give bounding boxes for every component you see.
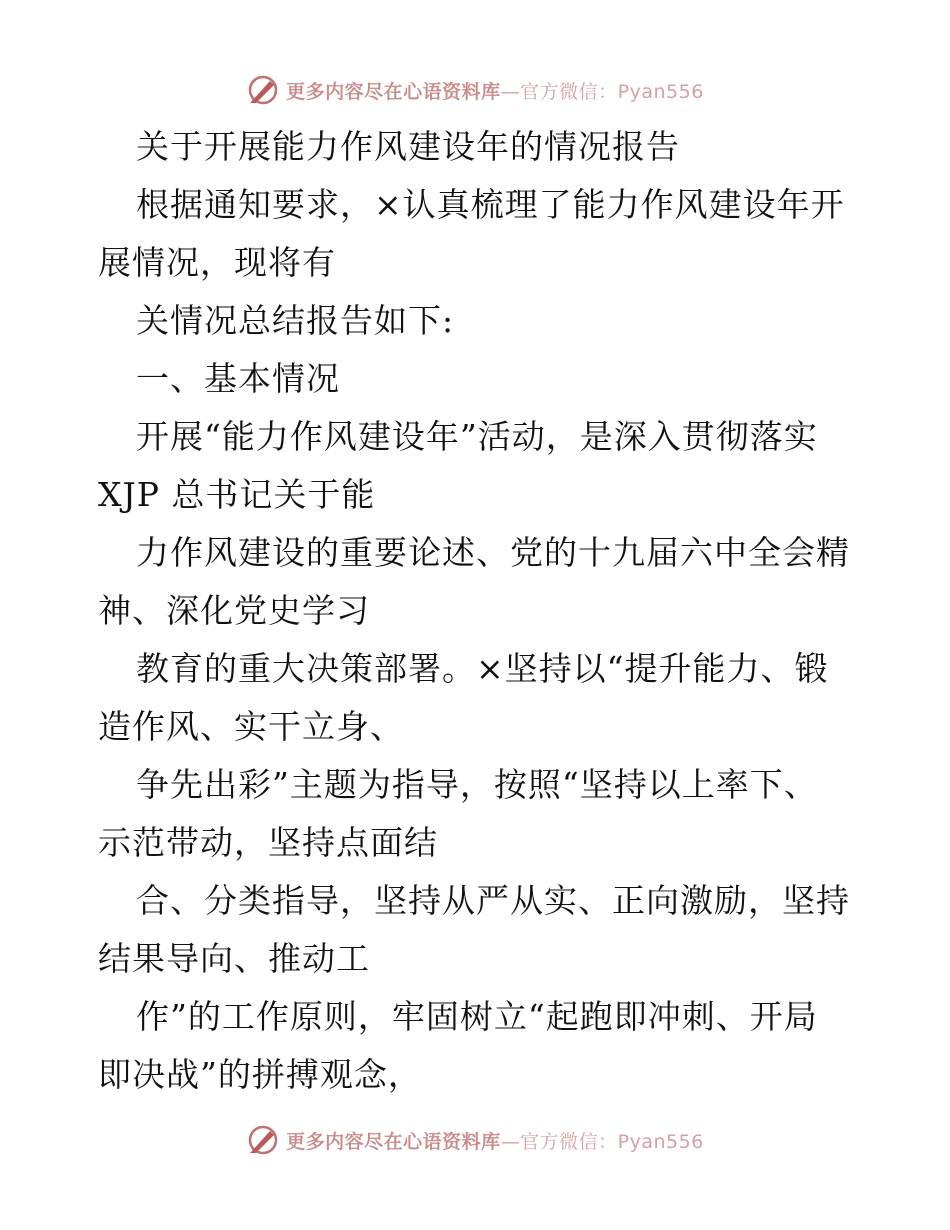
watermark-text <box>286 77 704 104</box>
doc-line: 作”的工作原则，牢固树立“起跑即冲刺、开局 <box>136 997 818 1036</box>
doc-line: 展情况，现将有 <box>98 243 336 282</box>
footer-watermark <box>0 1120 950 1160</box>
pen-logo-icon <box>246 73 280 107</box>
document-body <box>98 118 858 1104</box>
doc-line: 教育的重大决策部署。×坚持以“提升能力、锻 <box>136 649 829 688</box>
doc-line: 神、深化党史学习 <box>98 591 370 630</box>
doc-line: 示范带动，坚持点面结 <box>98 823 438 862</box>
doc-line: 关于开展能力作风建设年的情况报告 <box>136 127 680 166</box>
doc-line: 争先出彩”主题为指导，按照“坚持以上率下、 <box>136 765 818 804</box>
doc-line: 力作风建设的重要论述、党的十九届六中全会精 <box>136 533 850 572</box>
watermark-dash: — <box>500 1130 521 1153</box>
doc-line: XJP 总书记关于能 <box>98 475 376 514</box>
doc-line: 结果导向、推动工 <box>98 939 370 978</box>
doc-line: 开展“能力作风建设年”活动，是深入贯彻落实 <box>136 417 818 456</box>
watermark-site: 更多内容尽在心语资料库 <box>286 1130 501 1153</box>
doc-line: 合、分类指导，坚持从严从实、正向激励，坚持 <box>136 881 850 920</box>
doc-line: 造作风、实干立身、 <box>98 707 404 746</box>
watermark-dash: — <box>500 80 521 103</box>
doc-line: 根据通知要求，×认真梳理了能力作风建设年开 <box>136 185 845 224</box>
watermark-contact: 官方微信：Pyan556 <box>520 1130 704 1153</box>
doc-line: 一、基本情况 <box>136 359 340 398</box>
watermark-text <box>286 1127 704 1154</box>
watermark-site: 更多内容尽在心语资料库 <box>286 80 501 103</box>
watermark-contact: 官方微信：Pyan556 <box>520 80 704 103</box>
doc-line: 即决战”的拼搏观念， <box>98 1055 422 1094</box>
doc-line: 关情况总结报告如下: <box>136 301 455 340</box>
header-watermark <box>0 70 950 110</box>
pen-logo-icon <box>246 1123 280 1157</box>
